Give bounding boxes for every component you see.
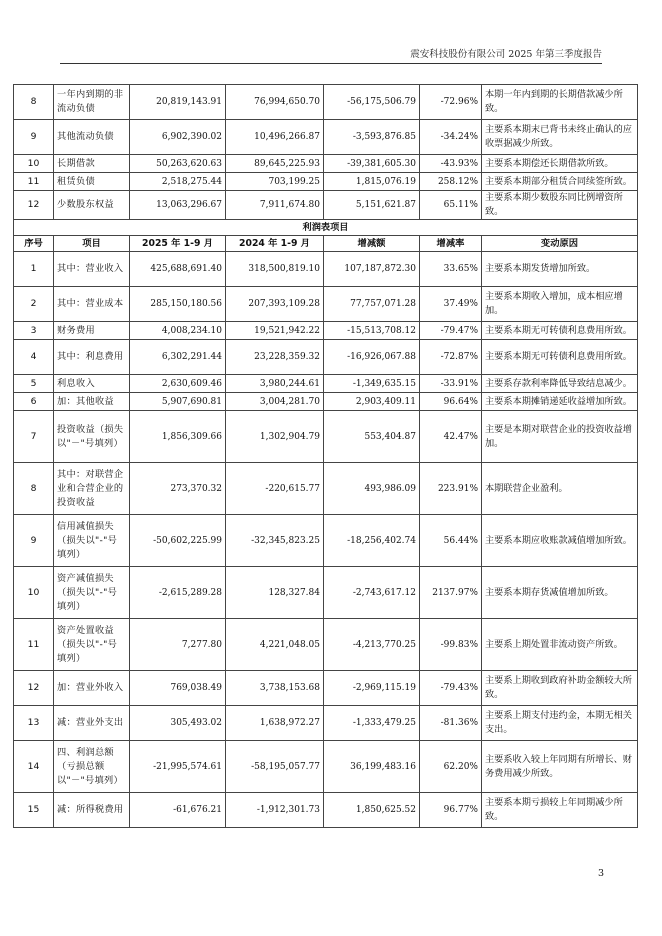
change-rate: -34.24% [420,120,482,155]
row-number: 13 [14,706,54,741]
current-period-value: -2,615,289.28 [130,567,226,619]
previous-period-value: 1,302,904.79 [226,411,324,463]
col-header-no: 序号 [14,236,54,252]
table-row [14,120,638,155]
change-reason: 主要系本期偿还长期借款所致。 [482,155,638,173]
row-number: 10 [14,567,54,619]
previous-period-value: -58,195,057.77 [226,741,324,793]
change-amount: 493,986.09 [324,463,420,515]
current-period-value: 425,688,691.40 [130,252,226,287]
row-number: 15 [14,793,54,828]
change-reason: 主要系本期亏损较上年同期减少所致。 [482,793,638,828]
current-period-value: 50,263,620.63 [130,155,226,173]
change-rate: 96.77% [420,793,482,828]
previous-period-value: 23,228,359.32 [226,340,324,375]
change-amount: 553,404.87 [324,411,420,463]
previous-period-value: 128,327.84 [226,567,324,619]
change-rate: 33.65% [420,252,482,287]
change-amount: 2,903,409.11 [324,393,420,411]
col-header-previous: 2024 年 1-9 月 [226,236,324,252]
change-rate: -72.87% [420,340,482,375]
change-reason: 主要系本期应收账款减值增加所致。 [482,515,638,567]
change-amount: 107,187,872.30 [324,252,420,287]
table-row [14,155,638,173]
current-period-value: 5,907,690.81 [130,393,226,411]
change-reason: 主要系上期收到政府补助金额较大所致。 [482,671,638,706]
previous-period-value: 7,911,674.80 [226,191,324,220]
change-amount: -18,256,402.74 [324,515,420,567]
item-name: 其他流动负债 [54,120,130,155]
current-period-value: -61,676.21 [130,793,226,828]
change-amount: 77,757,071.28 [324,287,420,322]
change-reason: 主要系本期收入增加，成本相应增加。 [482,287,638,322]
current-period-value: 7,277.80 [130,619,226,671]
change-rate: -72.96% [420,85,482,120]
previous-period-value: 3,980,244.61 [226,375,324,393]
section-title: 利润表项目 [14,220,638,236]
change-reason: 主要系本期末已背书未终止确认的应收票据减少所致。 [482,120,638,155]
item-name: 其中：利息费用 [54,340,130,375]
change-rate: -79.47% [420,322,482,340]
item-name: 利息收入 [54,375,130,393]
change-reason: 主要系收入较上年同期有所增长、财务费用减少所致。 [482,741,638,793]
current-period-value: 20,819,143.91 [130,85,226,120]
row-number: 11 [14,619,54,671]
current-period-value: 6,902,390.02 [130,120,226,155]
change-rate: 42.47% [420,411,482,463]
table-row [14,515,638,567]
item-name: 减：所得税费用 [54,793,130,828]
current-period-value: 769,038.49 [130,671,226,706]
previous-period-value: 207,393,109.28 [226,287,324,322]
item-name: 投资收益（损失以"－"号填列） [54,411,130,463]
table-row [14,671,638,706]
item-name: 租赁负债 [54,173,130,191]
change-amount: -2,743,617.12 [324,567,420,619]
row-number: 12 [14,671,54,706]
change-reason: 主要系本期存货减值增加所致。 [482,567,638,619]
row-number: 14 [14,741,54,793]
column-header-row [14,236,638,252]
current-period-value: 6,302,291.44 [130,340,226,375]
row-number: 3 [14,322,54,340]
item-name: 资产处置收益（损失以"-"号填列） [54,619,130,671]
change-amount: 5,151,621.87 [324,191,420,220]
current-period-value: -21,995,574.61 [130,741,226,793]
change-amount: -3,593,876.85 [324,120,420,155]
row-number: 2 [14,287,54,322]
change-rate: 223.91% [420,463,482,515]
table-row [14,463,638,515]
current-period-value: 2,518,275.44 [130,173,226,191]
previous-period-value: -32,345,823.25 [226,515,324,567]
table-row [14,252,638,287]
change-reason: 本期联营企业盈利。 [482,463,638,515]
table-row [14,375,638,393]
item-name: 其中：营业收入 [54,252,130,287]
item-name: 信用减值损失（损失以"-"号填列） [54,515,130,567]
previous-period-value: 4,221,048.05 [226,619,324,671]
row-number: 7 [14,411,54,463]
table-row [14,741,638,793]
previous-period-value: 10,496,266.87 [226,120,324,155]
previous-period-value: 1,638,972.27 [226,706,324,741]
change-reason: 主要系本期部分租赁合同续签所致。 [482,173,638,191]
row-number: 8 [14,85,54,120]
item-name: 加：其他收益 [54,393,130,411]
item-name: 加：营业外收入 [54,671,130,706]
item-name: 一年内到期的非流动负债 [54,85,130,120]
previous-period-value: 3,738,153.68 [226,671,324,706]
change-reason: 主要系本期摊销递延收益增加所致。 [482,393,638,411]
table-row [14,411,638,463]
header-divider [60,63,602,64]
change-rate: 65.11% [420,191,482,220]
current-period-value: 273,370.32 [130,463,226,515]
previous-period-value: 703,199.25 [226,173,324,191]
section-title-row [14,220,638,236]
col-header-rate: 增减率 [420,236,482,252]
change-rate: -99.83% [420,619,482,671]
change-rate: 96.64% [420,393,482,411]
item-name: 资产减值损失（损失以"-"号填列） [54,567,130,619]
col-header-reason: 变动原因 [482,236,638,252]
change-rate: -81.36% [420,706,482,741]
row-number: 9 [14,515,54,567]
row-number: 10 [14,155,54,173]
current-period-value: 4,008,234.10 [130,322,226,340]
change-amount: 36,199,483.16 [324,741,420,793]
table-row [14,619,638,671]
change-amount: 1,815,076.19 [324,173,420,191]
current-period-value: -50,602,225.99 [130,515,226,567]
table-row [14,706,638,741]
previous-period-value: -1,912,301.73 [226,793,324,828]
previous-period-value: 76,994,650.70 [226,85,324,120]
row-number: 8 [14,463,54,515]
change-amount: -1,349,635.15 [324,375,420,393]
item-name: 少数股东权益 [54,191,130,220]
table-row [14,567,638,619]
row-number: 5 [14,375,54,393]
previous-period-value: 19,521,942.22 [226,322,324,340]
row-number: 6 [14,393,54,411]
change-rate: -43.93% [420,155,482,173]
previous-period-value: 318,500,819.10 [226,252,324,287]
col-header-current: 2025 年 1-9 月 [130,236,226,252]
item-name: 四、利润总额（亏损总额以"－"号填列） [54,741,130,793]
item-name: 财务费用 [54,322,130,340]
change-reason: 主要系上期处置非流动资产所致。 [482,619,638,671]
table-row [14,340,638,375]
current-period-value: 305,493.02 [130,706,226,741]
change-rate: 2137.97% [420,567,482,619]
change-reason: 主要系本期少数股东同比例增资所致。 [482,191,638,220]
change-amount: -15,513,708.12 [324,322,420,340]
current-period-value: 285,150,180.56 [130,287,226,322]
change-reason: 主要系存款利率降低导致结息减少。 [482,375,638,393]
table-row [14,173,638,191]
current-period-value: 2,630,609.46 [130,375,226,393]
change-reason: 主要是本期对联营企业的投资收益增加。 [482,411,638,463]
table-row [14,287,638,322]
previous-period-value: -220,615.77 [226,463,324,515]
change-reason: 本期一年内到期的长期借款减少所致。 [482,85,638,120]
table-row [14,85,638,120]
row-number: 9 [14,120,54,155]
change-amount: 1,850,625.52 [324,793,420,828]
change-analysis-table [13,84,638,828]
previous-period-value: 3,004,281.70 [226,393,324,411]
col-header-item: 项目 [54,236,130,252]
report-header: 震安科技股份有限公司 2025 年第三季度报告 [410,49,602,60]
change-rate: 258.12% [420,173,482,191]
current-period-value: 13,063,296.67 [130,191,226,220]
change-rate: 56.44% [420,515,482,567]
col-header-change: 增减额 [324,236,420,252]
table-row [14,191,638,220]
change-amount: -4,213,770.25 [324,619,420,671]
previous-period-value: 89,645,225.93 [226,155,324,173]
change-reason: 主要系本期无可转债利息费用所致。 [482,322,638,340]
current-period-value: 1,856,309.66 [130,411,226,463]
page-number: 3 [597,868,604,879]
item-name: 其中：营业成本 [54,287,130,322]
change-rate: -33.91% [420,375,482,393]
item-name: 其中：对联营企业和合营企业的投资收益 [54,463,130,515]
change-rate: 37.49% [420,287,482,322]
change-amount: -1,333,479.25 [324,706,420,741]
row-number: 12 [14,191,54,220]
table-row [14,322,638,340]
table-row [14,793,638,828]
change-amount: -56,175,506.79 [324,85,420,120]
table-row [14,393,638,411]
change-reason: 主要系本期发货增加所致。 [482,252,638,287]
row-number: 11 [14,173,54,191]
change-amount: -2,969,115.19 [324,671,420,706]
change-rate: 62.20% [420,741,482,793]
item-name: 减：营业外支出 [54,706,130,741]
change-amount: -39,381,605.30 [324,155,420,173]
change-rate: -79.43% [420,671,482,706]
change-reason: 主要系上期支付违约金，本期无相关支出。 [482,706,638,741]
change-amount: -16,926,067.88 [324,340,420,375]
row-number: 4 [14,340,54,375]
item-name: 长期借款 [54,155,130,173]
change-reason: 主要系本期无可转债利息费用所致。 [482,340,638,375]
row-number: 1 [14,252,54,287]
